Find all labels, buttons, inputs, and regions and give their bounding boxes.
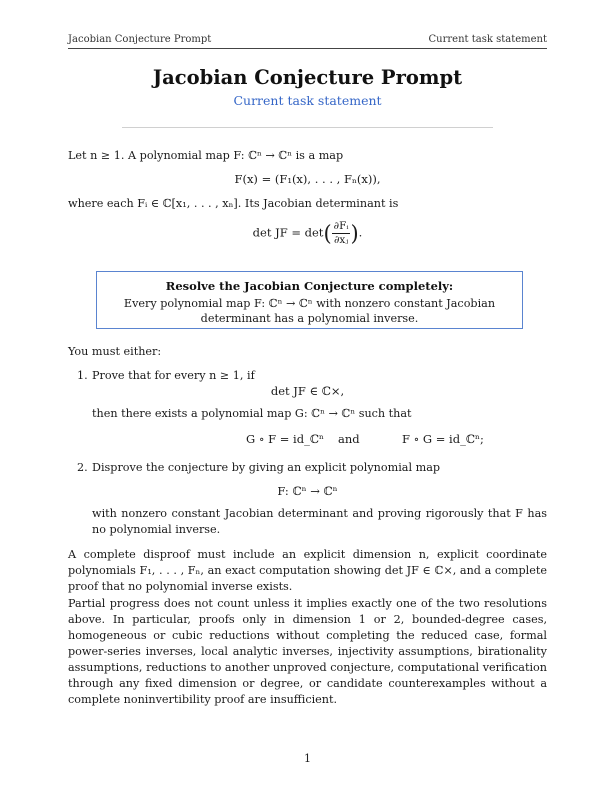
item1-equation-and: and [338,432,360,446]
jacobian-suffix: . [358,225,363,240]
page-title: Jacobian Conjecture Prompt [152,66,463,89]
item2-text-2: with nonzero constant Jacobian determinant and proving rigorously that F has no polynomial inverse. [92,507,547,536]
list-marker-1: 1. [77,369,88,382]
right-paren: ) [350,221,359,246]
item2-text: Disprove the conjecture by giving an explicit polynomial map [92,461,441,474]
title-divider [122,127,493,128]
item1-equation: det JF ∈ ℂ×, [270,384,345,398]
intro-line-2: where each Fᵢ ∈ ℂ[x₁, . . . , xₙ]. Its Jacobian determinant is [68,197,399,210]
header-left: Jacobian Conjecture Prompt [68,34,212,45]
partial-progress-paragraph: Partial progress does not count unless it implies exactly one of the two resolutions above. In particular, proofs only in dimension 1 or 2, bounded-degree cases, homogeneous or cubic reductions without completing the reduced case, formal power-series inverses, local analytic inverses, injectivity assumptions, birationality assumptions, reductions to another unproved conjecture, computational verification through any fixed dimension or degree, or candidate counterexamples without a complete noninvertibility proof are insufficient. [68,597,547,706]
task-box-body: Every polynomial map F: ℂⁿ → ℂⁿ with nonzero constant Jacobian determinant has a polynomial inverse. [123,297,496,325]
running-header [68,34,547,49]
equation-map-definition: F(x) = (F₁(x), . . . , Fₙ(x)), [234,172,381,186]
item1-equation-left: G ∘ F = id_ℂⁿ [246,432,324,446]
jacobian-prefix: det JF = det [252,225,324,240]
header-right: Current task statement [428,34,547,45]
must-either-text: You must either: [68,345,162,358]
partial-fraction [332,220,351,247]
item1-text-2: then there exists a polynomial map G: ℂⁿ → ℂⁿ such that [92,407,412,420]
fraction-denominator: ∂xⱼ [333,234,349,246]
equation-jacobian [0,220,615,247]
disproof-paragraph: A complete disproof must include an explicit dimension n, explicit coordinate polynomials F₁, . . . , Fₙ, an exact computation showing det JF ∈ ℂ×, and a complete proof that no polynomial inverse exists. [68,548,547,593]
item1-equation-right: F ∘ G = id_ℂⁿ; [402,432,484,446]
task-box [96,271,523,329]
page-number: 1 [304,752,311,765]
left-paren: ( [323,221,332,246]
fraction-numerator: ∂Fᵢ [333,220,349,232]
task-box-title: Resolve the Jacobian Conjecture completely: [165,279,454,293]
item1-text: Prove that for every n ≥ 1, if [92,369,255,382]
page-subtitle: Current task statement [233,93,382,108]
item2-equation: F: ℂⁿ → ℂⁿ [277,484,338,498]
list-marker-2: 2. [77,461,88,474]
intro-line-1: Let n ≥ 1. A polynomial map F: ℂⁿ → ℂⁿ is a map [68,149,344,162]
